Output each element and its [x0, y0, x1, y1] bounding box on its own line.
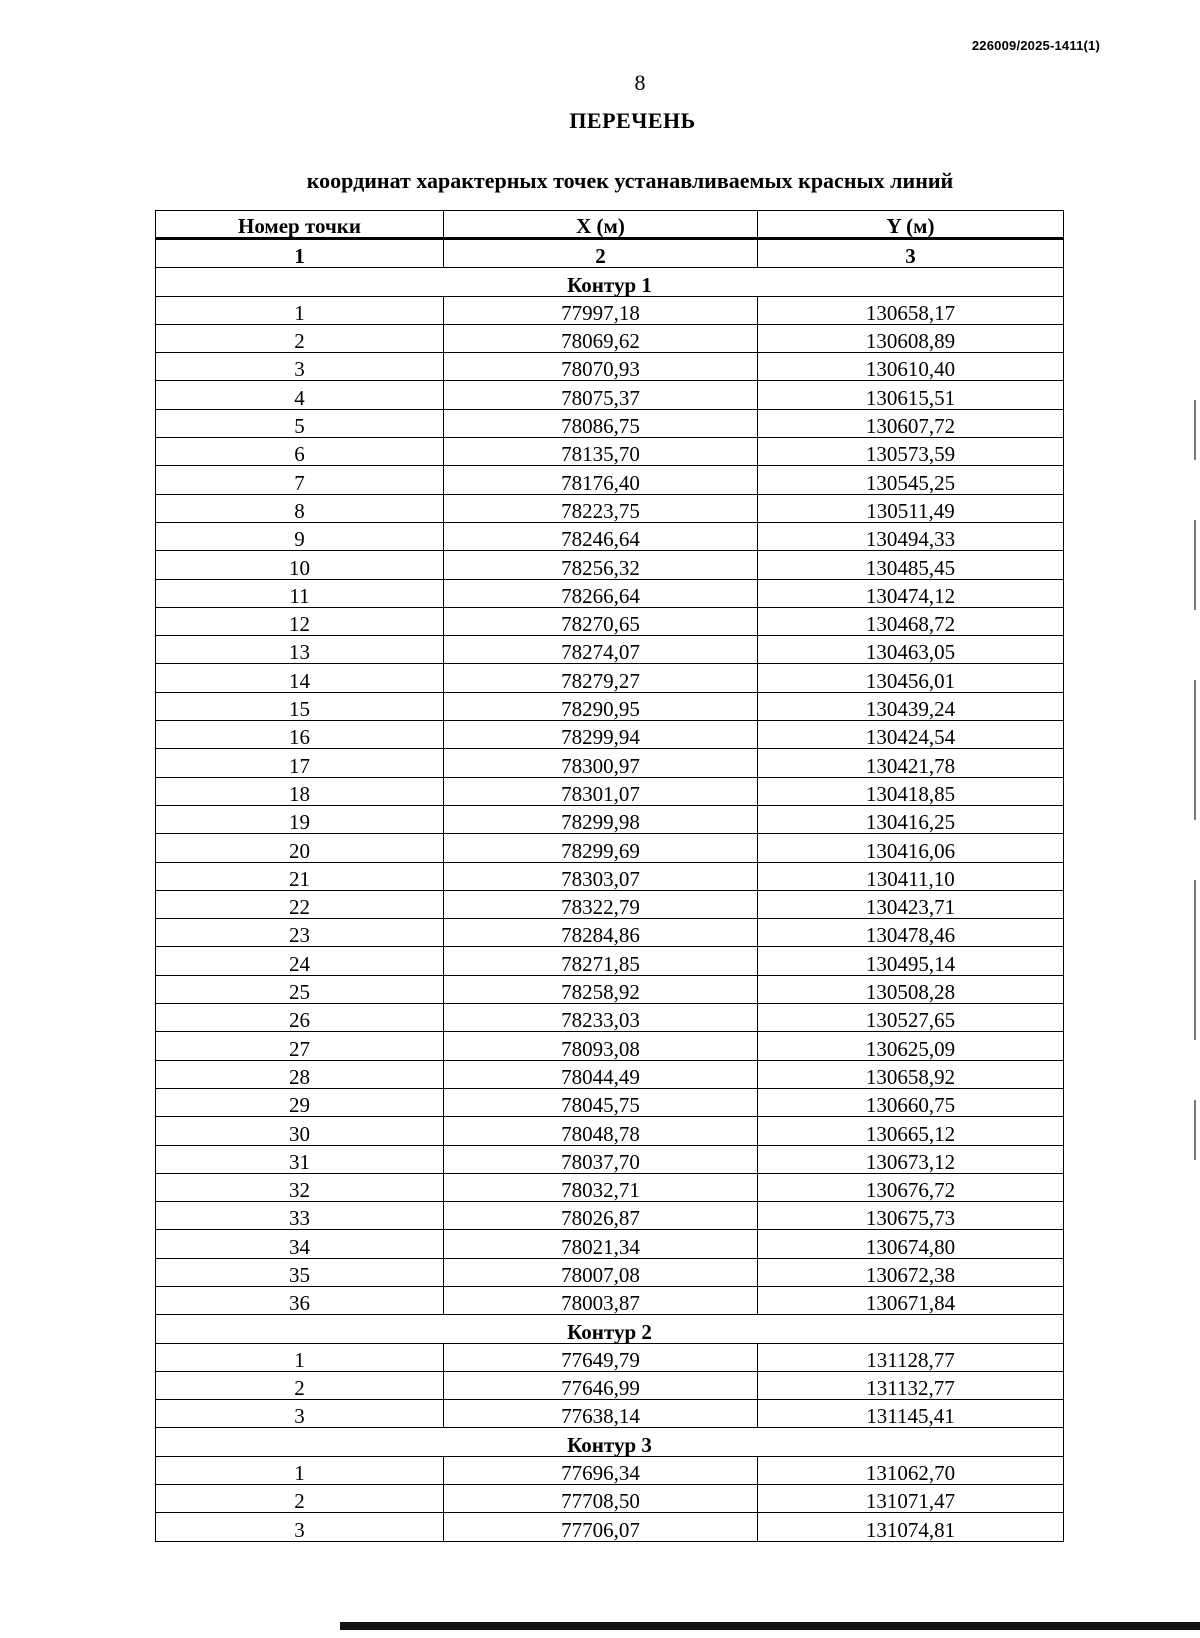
x-coordinate-cell: 78069,62 [444, 324, 758, 352]
y-coordinate-cell: 130673,12 [758, 1145, 1064, 1173]
y-coordinate-cell: 130660,75 [758, 1088, 1064, 1116]
document-number: 226009/2025-1411(1) [971, 38, 1100, 53]
point-number-cell: 13 [156, 636, 444, 664]
table-row [156, 1117, 1064, 1145]
x-coordinate-cell: 78026,87 [444, 1202, 758, 1230]
point-number-cell: 31 [156, 1145, 444, 1173]
column-number-1: 1 [156, 239, 444, 268]
table-row [156, 1004, 1064, 1032]
x-coordinate-cell: 78266,64 [444, 579, 758, 607]
table-row [156, 409, 1064, 437]
column-number-3: 3 [758, 239, 1064, 268]
point-number-cell: 29 [156, 1088, 444, 1116]
y-coordinate-cell: 130610,40 [758, 353, 1064, 381]
y-coordinate-cell: 130439,24 [758, 692, 1064, 720]
x-coordinate-cell: 78270,65 [444, 607, 758, 635]
contour-header-row [156, 1315, 1064, 1343]
y-coordinate-cell: 130545,25 [758, 466, 1064, 494]
point-number-cell: 33 [156, 1202, 444, 1230]
y-coordinate-cell: 130527,65 [758, 1004, 1064, 1032]
table-row [156, 1230, 1064, 1258]
column-header-x: X (м) [444, 211, 758, 239]
point-number-cell: 36 [156, 1286, 444, 1314]
table-row [156, 579, 1064, 607]
x-coordinate-cell: 78223,75 [444, 494, 758, 522]
point-number-cell: 1 [156, 1343, 444, 1371]
point-number-cell: 30 [156, 1117, 444, 1145]
point-number-cell: 32 [156, 1173, 444, 1201]
contour-title: Контур 1 [156, 268, 1064, 296]
y-coordinate-cell: 130676,72 [758, 1173, 1064, 1201]
coordinates-table [155, 210, 1064, 1542]
y-coordinate-cell: 131074,81 [758, 1513, 1064, 1541]
table-column-numbers-row [156, 239, 1064, 268]
table-row [156, 1485, 1064, 1513]
y-coordinate-cell: 130416,25 [758, 805, 1064, 833]
table-row [156, 381, 1064, 409]
point-number-cell: 23 [156, 919, 444, 947]
table-row [156, 1088, 1064, 1116]
y-coordinate-cell: 130615,51 [758, 381, 1064, 409]
point-number-cell: 2 [156, 1371, 444, 1399]
table-row [156, 975, 1064, 1003]
x-coordinate-cell: 78300,97 [444, 749, 758, 777]
point-number-cell: 34 [156, 1230, 444, 1258]
point-number-cell: 15 [156, 692, 444, 720]
y-coordinate-cell: 130468,72 [758, 607, 1064, 635]
table-row [156, 1173, 1064, 1201]
y-coordinate-cell: 131128,77 [758, 1343, 1064, 1371]
table-row [156, 1032, 1064, 1060]
scan-edge-mark [1194, 400, 1196, 460]
y-coordinate-cell: 130418,85 [758, 777, 1064, 805]
y-coordinate-cell: 130463,05 [758, 636, 1064, 664]
contour-header-row [156, 1428, 1064, 1456]
y-coordinate-cell: 130416,06 [758, 834, 1064, 862]
y-coordinate-cell: 130665,12 [758, 1117, 1064, 1145]
point-number-cell: 14 [156, 664, 444, 692]
table-row [156, 438, 1064, 466]
x-coordinate-cell: 77649,79 [444, 1343, 758, 1371]
y-coordinate-cell: 130474,12 [758, 579, 1064, 607]
column-number-2: 2 [444, 239, 758, 268]
y-coordinate-cell: 130494,33 [758, 522, 1064, 550]
x-coordinate-cell: 78299,94 [444, 721, 758, 749]
x-coordinate-cell: 78233,03 [444, 1004, 758, 1032]
point-number-cell: 10 [156, 551, 444, 579]
table-row [156, 353, 1064, 381]
x-coordinate-cell: 78048,78 [444, 1117, 758, 1145]
table-row [156, 1513, 1064, 1541]
x-coordinate-cell: 78070,93 [444, 353, 758, 381]
x-coordinate-cell: 78299,69 [444, 834, 758, 862]
table-row [156, 947, 1064, 975]
table-row [156, 1145, 1064, 1173]
point-number-cell: 22 [156, 890, 444, 918]
point-number-cell: 25 [156, 975, 444, 1003]
x-coordinate-cell: 78021,34 [444, 1230, 758, 1258]
page-number: 8 [634, 70, 646, 95]
table-row [156, 1202, 1064, 1230]
document-subtitle: координат характерных точек устанавливаемых красных линий [306, 168, 954, 193]
table-row [156, 522, 1064, 550]
y-coordinate-cell: 130456,01 [758, 664, 1064, 692]
y-coordinate-cell: 130671,84 [758, 1286, 1064, 1314]
scan-bottom-edge [340, 1622, 1200, 1630]
table-row [156, 1258, 1064, 1286]
contour-title: Контур 2 [156, 1315, 1064, 1343]
x-coordinate-cell: 78274,07 [444, 636, 758, 664]
x-coordinate-cell: 77638,14 [444, 1400, 758, 1428]
y-coordinate-cell: 130508,28 [758, 975, 1064, 1003]
x-coordinate-cell: 78258,92 [444, 975, 758, 1003]
x-coordinate-cell: 78271,85 [444, 947, 758, 975]
table-row [156, 1343, 1064, 1371]
x-coordinate-cell: 77997,18 [444, 296, 758, 324]
coordinates-table-body [156, 211, 1064, 1542]
y-coordinate-cell: 130672,38 [758, 1258, 1064, 1286]
table-header-row [156, 211, 1064, 239]
scan-edge-mark [1194, 880, 1196, 1040]
x-coordinate-cell: 78299,98 [444, 805, 758, 833]
point-number-cell: 16 [156, 721, 444, 749]
point-number-cell: 27 [156, 1032, 444, 1060]
table-row [156, 1456, 1064, 1484]
point-number-cell: 17 [156, 749, 444, 777]
table-row [156, 721, 1064, 749]
scan-edge-mark [1194, 520, 1196, 610]
point-number-cell: 1 [156, 1456, 444, 1484]
point-number-cell: 6 [156, 438, 444, 466]
y-coordinate-cell: 130608,89 [758, 324, 1064, 352]
y-coordinate-cell: 130495,14 [758, 947, 1064, 975]
y-coordinate-cell: 130658,17 [758, 296, 1064, 324]
x-coordinate-cell: 78045,75 [444, 1088, 758, 1116]
table-row [156, 834, 1064, 862]
table-row [156, 324, 1064, 352]
y-coordinate-cell: 130478,46 [758, 919, 1064, 947]
x-coordinate-cell: 78176,40 [444, 466, 758, 494]
y-coordinate-cell: 130625,09 [758, 1032, 1064, 1060]
y-coordinate-cell: 130607,72 [758, 409, 1064, 437]
x-coordinate-cell: 77706,07 [444, 1513, 758, 1541]
x-coordinate-cell: 78135,70 [444, 438, 758, 466]
x-coordinate-cell: 77708,50 [444, 1485, 758, 1513]
y-coordinate-cell: 131132,77 [758, 1371, 1064, 1399]
y-coordinate-cell: 130485,45 [758, 551, 1064, 579]
table-row [156, 551, 1064, 579]
point-number-cell: 3 [156, 353, 444, 381]
point-number-cell: 5 [156, 409, 444, 437]
point-number-cell: 20 [156, 834, 444, 862]
point-number-cell: 19 [156, 805, 444, 833]
point-number-cell: 3 [156, 1513, 444, 1541]
x-coordinate-cell: 78290,95 [444, 692, 758, 720]
point-number-cell: 28 [156, 1060, 444, 1088]
table-row [156, 494, 1064, 522]
column-header-point-number: Номер точки [156, 211, 444, 239]
contour-title: Контур 3 [156, 1428, 1064, 1456]
point-number-cell: 7 [156, 466, 444, 494]
x-coordinate-cell: 77696,34 [444, 1456, 758, 1484]
table-row [156, 749, 1064, 777]
y-coordinate-cell: 131071,47 [758, 1485, 1064, 1513]
document-title: ПЕРЕЧЕНЬ [569, 108, 696, 133]
x-coordinate-cell: 78075,37 [444, 381, 758, 409]
y-coordinate-cell: 130674,80 [758, 1230, 1064, 1258]
table-row [156, 1060, 1064, 1088]
y-coordinate-cell: 130675,73 [758, 1202, 1064, 1230]
x-coordinate-cell: 77646,99 [444, 1371, 758, 1399]
x-coordinate-cell: 78322,79 [444, 890, 758, 918]
table-row [156, 1371, 1064, 1399]
x-coordinate-cell: 78246,64 [444, 522, 758, 550]
point-number-cell: 3 [156, 1400, 444, 1428]
y-coordinate-cell: 130511,49 [758, 494, 1064, 522]
y-coordinate-cell: 130424,54 [758, 721, 1064, 749]
point-number-cell: 24 [156, 947, 444, 975]
point-number-cell: 4 [156, 381, 444, 409]
x-coordinate-cell: 78301,07 [444, 777, 758, 805]
x-coordinate-cell: 78093,08 [444, 1032, 758, 1060]
x-coordinate-cell: 78279,27 [444, 664, 758, 692]
scan-edge-mark [1194, 680, 1196, 820]
point-number-cell: 2 [156, 324, 444, 352]
contour-header-row [156, 268, 1064, 296]
point-number-cell: 9 [156, 522, 444, 550]
table-row [156, 466, 1064, 494]
table-row [156, 607, 1064, 635]
point-number-cell: 11 [156, 579, 444, 607]
table-row [156, 1400, 1064, 1428]
x-coordinate-cell: 78256,32 [444, 551, 758, 579]
y-coordinate-cell: 130411,10 [758, 862, 1064, 890]
table-row [156, 890, 1064, 918]
table-row [156, 862, 1064, 890]
y-coordinate-cell: 131145,41 [758, 1400, 1064, 1428]
x-coordinate-cell: 78044,49 [444, 1060, 758, 1088]
y-coordinate-cell: 131062,70 [758, 1456, 1064, 1484]
point-number-cell: 12 [156, 607, 444, 635]
point-number-cell: 35 [156, 1258, 444, 1286]
x-coordinate-cell: 78086,75 [444, 409, 758, 437]
y-coordinate-cell: 130573,59 [758, 438, 1064, 466]
table-row [156, 805, 1064, 833]
table-row [156, 919, 1064, 947]
x-coordinate-cell: 78003,87 [444, 1286, 758, 1314]
x-coordinate-cell: 78032,71 [444, 1173, 758, 1201]
x-coordinate-cell: 78007,08 [444, 1258, 758, 1286]
table-row [156, 777, 1064, 805]
x-coordinate-cell: 78037,70 [444, 1145, 758, 1173]
x-coordinate-cell: 78303,07 [444, 862, 758, 890]
point-number-cell: 26 [156, 1004, 444, 1032]
table-row [156, 296, 1064, 324]
y-coordinate-cell: 130421,78 [758, 749, 1064, 777]
point-number-cell: 2 [156, 1485, 444, 1513]
table-row [156, 664, 1064, 692]
column-header-y: Y (м) [758, 211, 1064, 239]
point-number-cell: 8 [156, 494, 444, 522]
table-row [156, 636, 1064, 664]
scan-edge-mark [1194, 1100, 1196, 1160]
point-number-cell: 21 [156, 862, 444, 890]
point-number-cell: 1 [156, 296, 444, 324]
y-coordinate-cell: 130658,92 [758, 1060, 1064, 1088]
point-number-cell: 18 [156, 777, 444, 805]
table-row [156, 1286, 1064, 1314]
table-row [156, 692, 1064, 720]
x-coordinate-cell: 78284,86 [444, 919, 758, 947]
y-coordinate-cell: 130423,71 [758, 890, 1064, 918]
